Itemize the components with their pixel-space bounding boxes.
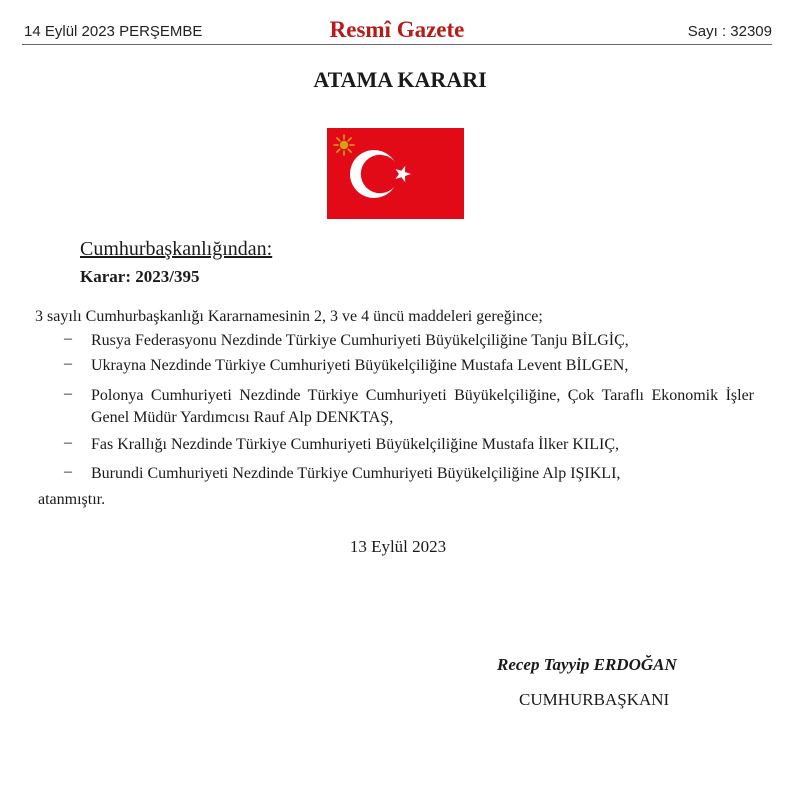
list-dash: – xyxy=(64,330,72,347)
appointment-text: Rusya Federasyonu Nezdinde Türkiye Cumhuriyeti Büyükelçiliğine Tanju BİLGİÇ, xyxy=(91,332,629,349)
issue-number: Sayı : 32309 xyxy=(687,23,772,40)
document-title: ATAMA KARARI xyxy=(313,67,487,92)
closing-text: atanmıştır. xyxy=(38,491,106,508)
list-dash: – xyxy=(64,463,72,480)
turkish-flag-icon xyxy=(327,128,464,219)
signature-date: 13 Eylül 2023 xyxy=(349,537,447,556)
issuing-authority: Cumhurbaşkanlığından: xyxy=(80,238,273,260)
signer-name: Recep Tayyip ERDOĞAN xyxy=(497,655,677,674)
appointment-text: Burundi Cumhuriyeti Nezdinde Türkiye Cumhuriyeti Büyükelçiliğine Alp IŞIKLI, xyxy=(91,465,621,482)
appointment-text: Fas Krallığı Nezdinde Türkiye Cumhuriyeti Büyükelçiliğine Mustafa İlker KILIÇ, xyxy=(91,436,620,453)
list-dash: – xyxy=(64,355,72,372)
list-dash: – xyxy=(64,385,72,402)
decision-number: Karar: 2023/395 xyxy=(80,267,200,286)
gazette-title: Resmî Gazete xyxy=(329,17,465,42)
crescent-inner xyxy=(361,155,399,193)
preamble-text: 3 sayılı Cumhurbaşkanlığı Kararnamesinin 2, 3 ve 4 üncü maddeleri gereğince; xyxy=(35,308,543,325)
appointment-text: Polonya Cumhuriyeti Nezdinde Türkiye Cumhuriyeti Büyükelçiliğine, Çok Taraflı Ekonomik İşler Genel Müdür Yardımcısı Rauf Alp DENKTAŞ, xyxy=(91,387,754,426)
appointment-text: Ukrayna Nezdinde Türkiye Cumhuriyeti Büyükelçiliğine Mustafa Levent BİLGEN, xyxy=(91,357,629,374)
list-dash: – xyxy=(64,434,72,451)
header-date: 14 Eylül 2023 PERŞEMBE xyxy=(24,23,203,40)
presidential-emblem-icon xyxy=(334,135,354,155)
gazette-header xyxy=(22,14,772,45)
signer-title: CUMHURBAŞKANI xyxy=(519,690,670,709)
